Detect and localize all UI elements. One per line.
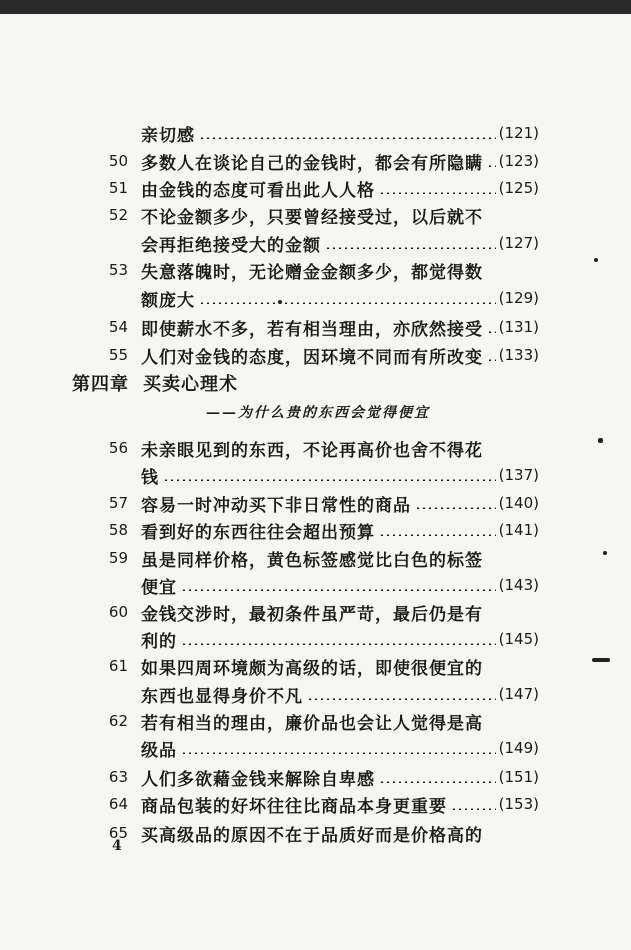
entry-page: (153) [498, 795, 539, 813]
entry-number: 52 [108, 206, 128, 224]
dot-leader [379, 192, 496, 194]
scan-speck [594, 258, 598, 262]
entry-page: (127) [498, 234, 539, 252]
dot-leader [181, 589, 496, 591]
entry-page: (129) [498, 289, 539, 307]
entry-page: (137) [498, 466, 539, 484]
entry-number: 54 [108, 318, 128, 336]
toc-entry [0, 818, 631, 848]
entry-title: 金钱交涉时，最初条件虽严苛，最后仍是有 [141, 604, 483, 625]
toc-entry [0, 570, 631, 600]
entry-title: 东西也显得身价不凡 [141, 686, 303, 707]
toc-entry [0, 733, 631, 763]
entry-number: 65 [108, 824, 128, 842]
entry-title: 便宜 [141, 577, 177, 598]
dot-leader [451, 808, 496, 810]
toc-entry [0, 312, 631, 342]
entry-title: 多数人在谈论自己的金钱时，都会有所隐瞒 [141, 153, 483, 174]
dot-leader [487, 331, 496, 333]
scan-speck [592, 658, 610, 662]
dot-leader [379, 534, 496, 536]
entry-title: 买高级品的原因不在于品质好而是价格高的 [141, 825, 483, 846]
entry-number: 51 [108, 179, 128, 197]
toc-entry [0, 200, 631, 230]
entry-number: 58 [108, 521, 128, 539]
scan-speck [278, 300, 282, 304]
entry-title: 失意落魄时，无论赠金金额多少，都觉得数 [141, 262, 483, 283]
entry-number: 55 [108, 346, 128, 364]
toc-entry [0, 118, 631, 148]
entry-title: 人们多欲藉金钱来解除自卑感 [141, 769, 375, 790]
entry-title: 亲切感 [141, 125, 195, 146]
chapter-subtitle: ——为什么贵的东西会觉得便宜 [206, 405, 430, 421]
entry-title: 利的 [141, 631, 177, 652]
toc-entry [0, 228, 631, 258]
entry-page: (140) [498, 494, 539, 512]
entry-number: 64 [108, 795, 128, 813]
toc-entry [0, 255, 631, 285]
entry-page: (147) [498, 685, 539, 703]
dot-leader [181, 643, 496, 645]
chapter-title: 买卖心理术 [143, 374, 238, 395]
entry-number: 57 [108, 494, 128, 512]
entry-title: 看到好的东西往往会超出预算 [141, 522, 375, 543]
entry-page: (145) [498, 630, 539, 648]
dot-leader [487, 165, 496, 167]
entry-title: 不论金额多少，只要曾经接受过，以后就不 [141, 207, 483, 228]
toc-entry [0, 597, 631, 627]
toc-entry [0, 146, 631, 176]
dot-leader [307, 698, 496, 700]
entry-page: (133) [498, 346, 539, 364]
toc-entry [0, 762, 631, 792]
toc-entry [0, 460, 631, 490]
toc-entry [0, 433, 631, 463]
entry-number: 56 [108, 439, 128, 457]
entry-title: 商品包装的好坏往往比商品本身更重要 [141, 796, 447, 817]
entry-title: 人们对金钱的态度，因环境不同而有所改变 [141, 347, 483, 368]
entry-number: 59 [108, 549, 128, 567]
dot-leader [199, 137, 496, 139]
entry-page: (123) [498, 152, 539, 170]
toc-entry [0, 543, 631, 573]
entry-page: (121) [498, 124, 539, 142]
entry-title: 级品 [141, 740, 177, 761]
entry-page: (149) [498, 739, 539, 757]
dot-leader [487, 359, 496, 361]
toc-entry [0, 679, 631, 709]
toc-entry [0, 488, 631, 518]
page-number: 4 [112, 838, 122, 854]
toc-entry [0, 706, 631, 736]
chapter-label: 第四章 [72, 374, 129, 395]
toc-entry [0, 651, 631, 681]
dot-leader [415, 507, 496, 509]
entry-number: 61 [108, 657, 128, 675]
entry-number: 50 [108, 152, 128, 170]
entry-title: 若有相当的理由，廉价品也会让人觉得是高 [141, 713, 483, 734]
dot-leader [379, 781, 496, 783]
entry-title: 钱 [141, 467, 159, 488]
entry-title: 虽是同样价格，黄色标签感觉比白色的标签 [141, 550, 483, 571]
dot-leader [181, 752, 496, 754]
entry-number: 62 [108, 712, 128, 730]
entry-number: 60 [108, 603, 128, 621]
entry-number: 53 [108, 261, 128, 279]
entry-page: (151) [498, 768, 539, 786]
dot-leader [325, 247, 496, 249]
entry-title: 未亲眼见到的东西，不论再高价也舍不得花 [141, 440, 483, 461]
entry-page: (131) [498, 318, 539, 336]
entry-number: 63 [108, 768, 128, 786]
entry-title: 由金钱的态度可看出此人人格 [141, 180, 375, 201]
toc-entry [0, 789, 631, 819]
toc-entry [0, 283, 631, 313]
entry-page: (141) [498, 521, 539, 539]
scan-speck [598, 438, 603, 443]
toc-entry [0, 340, 631, 370]
entry-title: 如果四周环境颇为高级的话，即使很便宜的 [141, 658, 483, 679]
toc-entry [0, 624, 631, 654]
dot-leader [163, 479, 496, 481]
scan-speck [603, 551, 607, 555]
entry-title: 额庞大 [141, 290, 195, 311]
entry-title: 即使薪水不多，若有相当理由，亦欣然接受 [141, 319, 483, 340]
entry-page: (125) [498, 179, 539, 197]
entry-page: (143) [498, 576, 539, 594]
toc-entry [0, 173, 631, 203]
entry-title: 容易一时冲动买下非日常性的商品 [141, 495, 411, 516]
chapter-heading [72, 370, 238, 396]
dot-leader [199, 302, 496, 304]
entry-title: 会再拒绝接受大的金额 [141, 235, 321, 256]
toc-entry [0, 515, 631, 545]
